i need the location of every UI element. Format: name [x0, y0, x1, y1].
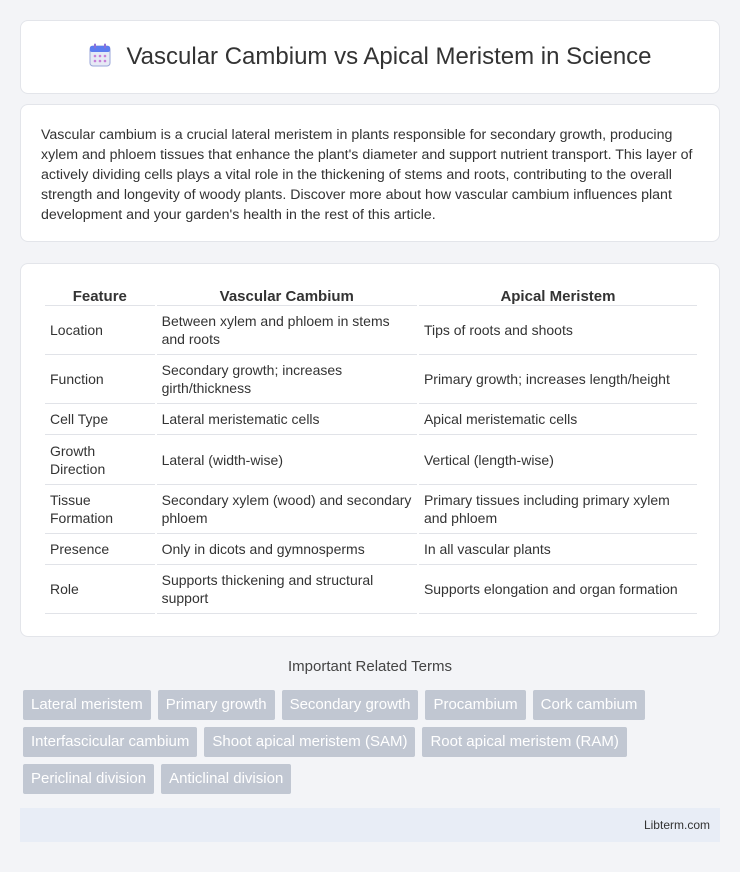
table-row	[45, 435, 697, 485]
row-apical: Tips of roots and shoots	[419, 306, 697, 355]
table-row	[45, 404, 697, 435]
tag-periclinal-division[interactable]: Periclinal division	[23, 764, 154, 794]
row-feature: Tissue Formation	[45, 485, 155, 534]
header-feature: Feature	[45, 284, 155, 306]
comparison-table	[43, 284, 699, 614]
row-apical: Primary tissues including primary xylem and phloem	[419, 485, 697, 534]
related-terms-title: Important Related Terms	[288, 658, 452, 675]
table-row	[45, 565, 697, 614]
header-vascular-cambium: Vascular Cambium	[157, 284, 417, 306]
row-vascular: Lateral meristematic cells	[157, 404, 417, 435]
page-title: Vascular Cambium vs Apical Meristem in Science	[126, 43, 652, 70]
tag-interfascicular-cambium[interactable]: Interfascicular cambium	[23, 727, 197, 757]
table-row	[45, 306, 697, 355]
calendar-icon	[88, 42, 112, 73]
table-header-row	[45, 284, 697, 306]
row-vascular: Secondary xylem (wood) and secondary phloem	[157, 485, 417, 534]
table-row	[45, 355, 697, 404]
row-feature: Cell Type	[45, 404, 155, 435]
tag-cork-cambium[interactable]: Cork cambium	[533, 690, 646, 720]
table-row	[45, 534, 697, 565]
tag-root-apical-meristem[interactable]: Root apical meristem (RAM)	[422, 727, 626, 757]
row-vascular: Supports thickening and structural support	[157, 565, 417, 614]
row-apical: Apical meristematic cells	[419, 404, 697, 435]
row-vascular: Secondary growth; increases girth/thickness	[157, 355, 417, 404]
intro-text: Vascular cambium is a crucial lateral meristem in plants responsible for secondary growth, producing xylem and phloem tissues that enhance the plant's diameter and support nutrient transport. This layer of actively dividing cells plays a vital role in the thickening of stems and roots, contributing to the overall strength and longevity of woody plants. Discover more about how vascular cambium influences plant development and your garden's health in the rest of this article.	[41, 127, 693, 223]
footer	[20, 808, 720, 842]
row-vascular: Lateral (width-wise)	[157, 435, 417, 485]
header-apical-meristem: Apical Meristem	[419, 284, 697, 306]
intro-card	[20, 104, 720, 242]
header-card	[20, 20, 720, 94]
row-apical: Primary growth; increases length/height	[419, 355, 697, 404]
row-apical: In all vascular plants	[419, 534, 697, 565]
row-apical: Supports elongation and organ formation	[419, 565, 697, 614]
tag-primary-growth[interactable]: Primary growth	[158, 690, 275, 720]
row-vascular: Between xylem and phloem in stems and roots	[157, 306, 417, 355]
row-vascular: Only in dicots and gymnosperms	[157, 534, 417, 565]
tag-anticlinal-division[interactable]: Anticlinal division	[161, 764, 291, 794]
comparison-table-card	[20, 263, 720, 637]
tag-lateral-meristem[interactable]: Lateral meristem	[23, 690, 151, 720]
row-feature: Presence	[45, 534, 155, 565]
row-feature: Role	[45, 565, 155, 614]
table-row	[45, 485, 697, 534]
row-feature: Location	[45, 306, 155, 355]
related-terms-list	[23, 690, 723, 794]
row-apical: Vertical (length-wise)	[419, 435, 697, 485]
tag-secondary-growth[interactable]: Secondary growth	[282, 690, 419, 720]
tag-shoot-apical-meristem[interactable]: Shoot apical meristem (SAM)	[204, 727, 415, 757]
row-feature: Growth Direction	[45, 435, 155, 485]
tag-procambium[interactable]: Procambium	[425, 690, 525, 720]
footer-site-link[interactable]: Libterm.com	[643, 818, 710, 832]
row-feature: Function	[45, 355, 155, 404]
